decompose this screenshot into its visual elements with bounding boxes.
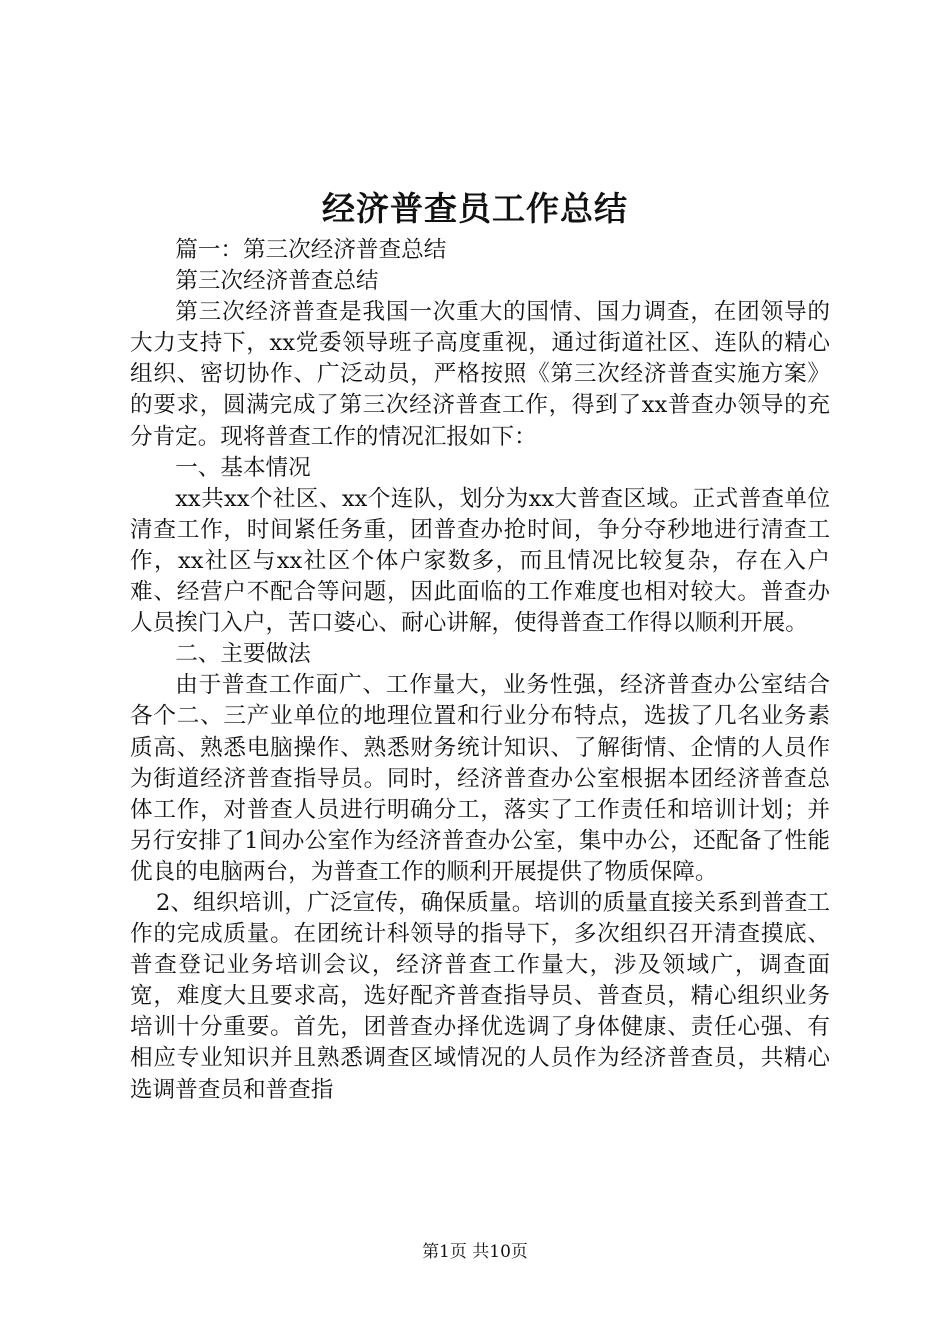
paragraph-heading-methods: 二、主要做法 xyxy=(175,641,311,668)
paragraph-section-heading: 篇一：第三次经济普查总结 xyxy=(175,237,447,263)
paragraph-intro: 第三次经济普查是我国一次重大的国情、国力调查，在团领导的大力支持下，xx党委领导班子高度重视，通过街道社区、连队的精心组织、密切协作、广泛动员，严格按照《第三次经济普查实施方案》的要求，圆满完成了第三次经济普查工作，得到了xx普查办领导的充分肯定。现将普查工作的情况汇报如下： xyxy=(130,299,830,450)
paragraph-basic-situation: xx共xx个社区、xx个连队，划分为xx大普查区域。正式普查单位清查工作，时间紧任务重，团普查办抢时间，争分夺秒地进行清查工作，xx社区与xx社区个体户家数多，而且情况比较复杂，存在入户难、经营户不配合等问题，因此面临的工作难度也相对较大。普查办人员挨门入户，苦口婆心、耐心讲解，使得普查工作得以顺利开展。 xyxy=(130,485,830,637)
document-title: 经济普查员工作总结 xyxy=(322,189,628,228)
page-footer: 第1页 共10页 xyxy=(422,1242,528,1262)
paragraph-heading-basic: 一、基本情况 xyxy=(175,454,311,481)
paragraph-methods: 由于普查工作面广、工作量大，业务性强，经济普查办公室结合各个二、三产业单位的地理位置和行业分布特点，选拔了几名业务素质高、熟悉电脑操作、熟悉财务统计知识、了解街情、企情的人员作为街道经济普查指导员。同时，经济普查办公室根据本团经济普查总体工作，对普查人员进行明确分工，落实了工作责任和培训计划；并另行安排了1间办公室作为经济普查办公室，集中办公，还配备了性能优良的电脑两台，为普查工作的顺利开展提供了物质保障。 xyxy=(130,672,830,885)
paragraph-training: 2、组织培训，广泛宣传，确保质量。培训的质量直接关系到普查工作的完成质量。在团统计科领导的指导下，多次组织召开清查摸底、普查登记业务培训会议，经济普查工作量大，涉及领域广，调查面宽，难度大且要求高，选好配齐普查指导员、普查员，精心组织业务培训十分重要。首先，团普查办择优选调了身体健康、责任心强、有相应专业知识并且熟悉调查区域情况的人员作为经济普查员，共精心选调普查员和普查指 xyxy=(130,889,830,1103)
paragraph-subtitle: 第三次经济普查总结 xyxy=(175,268,379,295)
document-body xyxy=(130,235,830,1106)
